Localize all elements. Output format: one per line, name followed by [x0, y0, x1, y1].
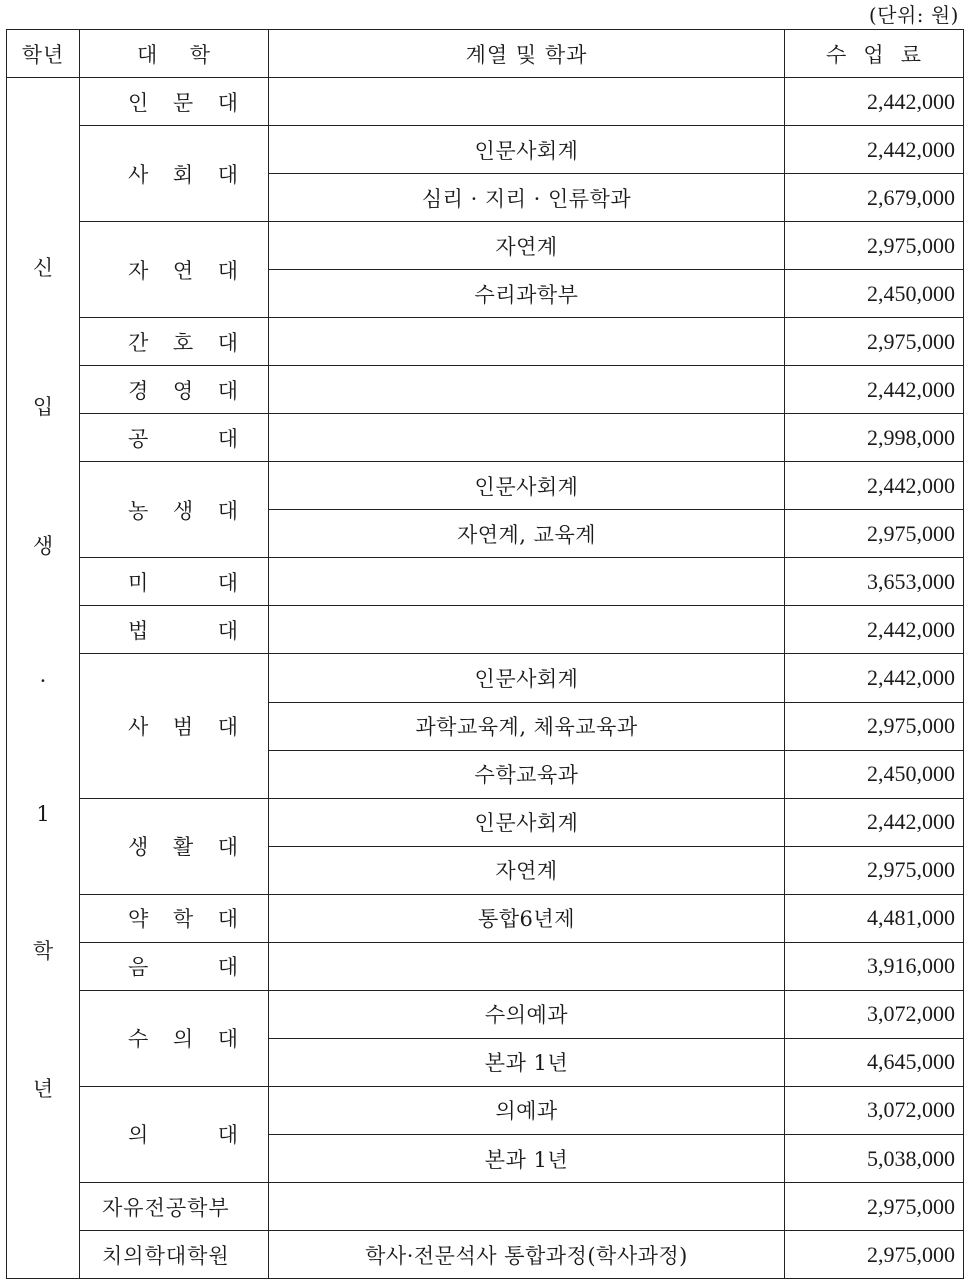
dept-cell [269, 606, 785, 654]
fee-cell: 3,916,000 [785, 942, 964, 990]
header-dept: 계열 및 학과 [269, 30, 785, 78]
dept-cell: 인문사회계 [269, 462, 785, 510]
fee-cell: 4,645,000 [785, 1038, 964, 1086]
table-row [7, 798, 964, 846]
dept-cell: 인문사회계 [269, 798, 785, 846]
college-cell [80, 654, 269, 798]
fee-cell: 2,998,000 [785, 414, 964, 462]
college-name: 간 호 대 [128, 330, 238, 355]
college-name: 약 학 대 [128, 907, 238, 932]
college-name: 인 문 대 [128, 90, 238, 115]
fee-cell: 2,442,000 [785, 654, 964, 702]
grade-label-char: 입 [32, 395, 54, 420]
dept-cell [269, 78, 785, 126]
grade-label-char: 생 [32, 534, 54, 559]
table-row [7, 222, 964, 270]
header-fee: 수 업 료 [785, 30, 964, 78]
college-name: 사 범 대 [128, 714, 238, 739]
fee-cell: 2,975,000 [785, 1183, 964, 1231]
fee-cell: 2,975,000 [785, 702, 964, 750]
college-name: 사 회 대 [128, 162, 238, 187]
grade-label-char: 1 [36, 801, 50, 826]
dept-cell: 학사·전문석사 통합과정(학사과정) [269, 1231, 785, 1279]
dept-cell: 과학교육계, 체육교육과 [269, 702, 785, 750]
fee-cell: 2,442,000 [785, 78, 964, 126]
college-name: 치의학대학원 [102, 1243, 230, 1268]
dept-cell: 인문사회계 [269, 654, 785, 702]
college-name: 농 생 대 [128, 498, 238, 523]
table-row [7, 558, 964, 606]
grade-label-char: · [39, 668, 47, 693]
dept-cell: 의예과 [269, 1086, 785, 1134]
fee-cell: 2,975,000 [785, 318, 964, 366]
dept-cell: 본과 1년 [269, 1135, 785, 1183]
fee-cell: 2,975,000 [785, 510, 964, 558]
fee-cell: 2,450,000 [785, 270, 964, 318]
table-row [7, 462, 964, 510]
header-grade: 학년 [7, 30, 80, 78]
dept-cell: 자연계 [269, 222, 785, 270]
college-cell [80, 414, 269, 462]
dept-cell: 본과 1년 [269, 1038, 785, 1086]
college-cell [80, 366, 269, 414]
dept-cell: 자연계 [269, 846, 785, 894]
fee-cell: 2,975,000 [785, 846, 964, 894]
dept-cell: 수의예과 [269, 990, 785, 1038]
fee-cell: 2,679,000 [785, 174, 964, 222]
college-cell [80, 126, 269, 222]
college-name: 수 의 대 [128, 1027, 238, 1052]
table-body [7, 78, 964, 1279]
fee-cell: 2,442,000 [785, 462, 964, 510]
table-row [7, 318, 964, 366]
table-row [7, 78, 964, 126]
college-cell [80, 222, 269, 318]
dept-cell [269, 318, 785, 366]
college-name: 음 대 [128, 955, 238, 980]
dept-cell: 자연계, 교육계 [269, 510, 785, 558]
unit-note: (단위: 원) [868, 3, 959, 27]
college-name: 생 활 대 [128, 835, 238, 860]
college-name: 자 연 대 [128, 258, 238, 283]
dept-cell [269, 366, 785, 414]
dept-cell [269, 558, 785, 606]
header-college: 대 학 [80, 30, 269, 78]
fee-cell: 2,450,000 [785, 750, 964, 798]
fee-cell: 3,653,000 [785, 558, 964, 606]
college-cell [80, 78, 269, 126]
fee-cell: 2,975,000 [785, 222, 964, 270]
tuition-table [6, 29, 964, 1279]
college-cell [80, 606, 269, 654]
fee-cell: 4,481,000 [785, 894, 964, 942]
college-cell [80, 462, 269, 558]
dept-cell [269, 1183, 785, 1231]
college-cell [80, 1231, 269, 1279]
dept-cell [269, 414, 785, 462]
college-cell [80, 990, 269, 1086]
table-row [7, 606, 964, 654]
college-cell [80, 942, 269, 990]
fee-cell: 2,442,000 [785, 126, 964, 174]
dept-cell: 심리 · 지리 · 인류학과 [269, 174, 785, 222]
table-row [7, 1086, 964, 1134]
college-name: 미 대 [128, 570, 238, 595]
fee-cell: 2,442,000 [785, 606, 964, 654]
table-row [7, 990, 964, 1038]
dept-cell: 수리과학부 [269, 270, 785, 318]
college-name: 경 영 대 [128, 378, 238, 403]
table-row [7, 414, 964, 462]
grade-label-char: 신 [32, 256, 54, 281]
dept-cell: 통합6년제 [269, 894, 785, 942]
fee-cell: 3,072,000 [785, 990, 964, 1038]
grade-label [7, 78, 80, 1279]
college-cell [80, 558, 269, 606]
college-name: 자유전공학부 [102, 1195, 230, 1220]
college-name: 법 대 [128, 618, 238, 643]
fee-cell: 2,442,000 [785, 798, 964, 846]
fee-cell: 5,038,000 [785, 1135, 964, 1183]
college-cell [80, 894, 269, 942]
college-cell [80, 798, 269, 894]
college-name: 의 대 [128, 1123, 238, 1148]
table-row [7, 1183, 964, 1231]
college-cell [80, 1183, 269, 1231]
grade-label-char: 학 [32, 938, 54, 963]
dept-cell [269, 942, 785, 990]
table-row [7, 366, 964, 414]
table-row [7, 894, 964, 942]
header-row [7, 30, 964, 78]
table-row [7, 126, 964, 174]
table-row [7, 942, 964, 990]
grade-label-char: 년 [32, 1077, 54, 1102]
fee-cell: 3,072,000 [785, 1086, 964, 1134]
dept-cell: 수학교육과 [269, 750, 785, 798]
table-row [7, 654, 964, 702]
college-name: 공 대 [128, 426, 238, 451]
table-row [7, 1231, 964, 1279]
college-cell [80, 318, 269, 366]
college-cell [80, 1086, 269, 1182]
fee-cell: 2,442,000 [785, 366, 964, 414]
fee-cell: 2,975,000 [785, 1231, 964, 1279]
dept-cell: 인문사회계 [269, 126, 785, 174]
